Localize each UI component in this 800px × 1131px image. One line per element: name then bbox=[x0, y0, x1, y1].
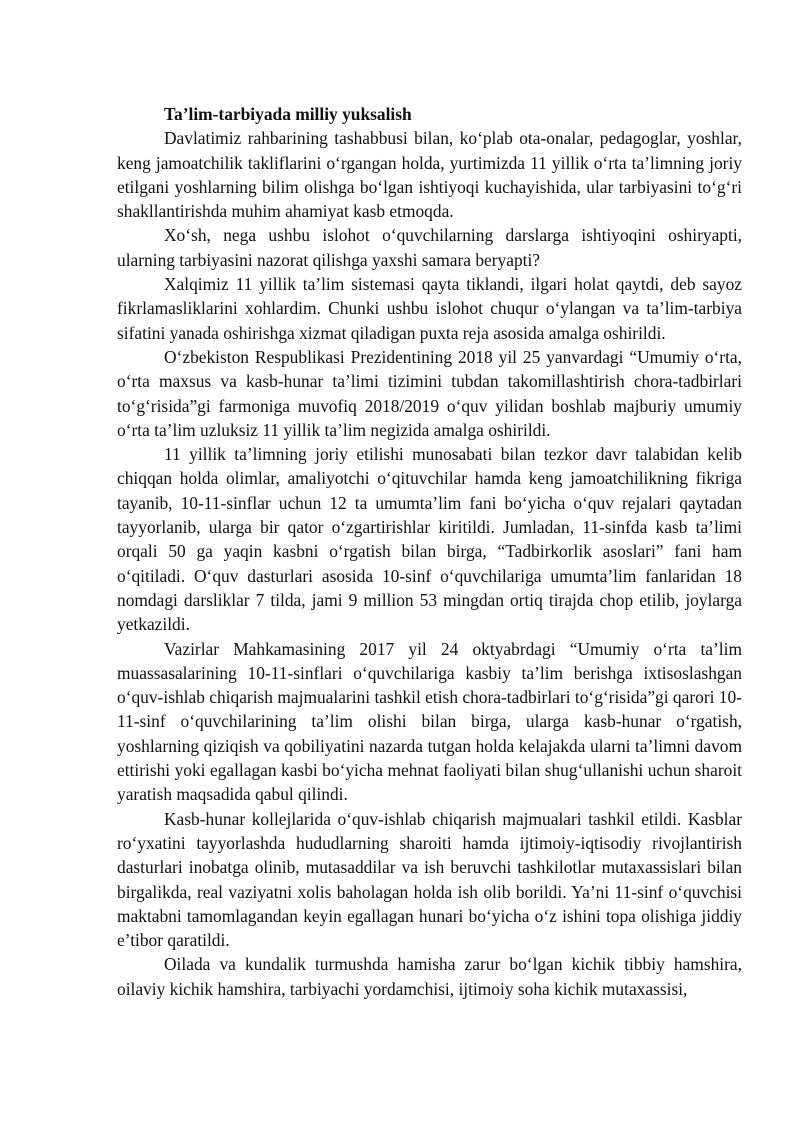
paragraph-7: Kasb-hunar kollejlarida o‘quv-ishlab chiqarish majmualari tashkil etildi. Kasblar ro‘yxatini tayyorlashda hududlarning sharoiti hamda ijtimoiy-iqtisodiy rivojlantirish dasturlari inobatga olinib, mutasaddilar va ish beruvchi tashkilotlar mutaxassislari bilan birgalikda, real vaziyatni xolis baholagan holda ish olib borildi. Ya’ni 11-sinf o‘quvchisi maktabni tamomlagandan keyin egallagan hunari bo‘yicha o‘z ishini topa olishiga jiddiy e’tibor qaratildi. bbox=[117, 808, 742, 951]
paragraph-2: Xo‘sh, nega ushbu islohot o‘quvchilarning darslarga ishtiyoqini oshiryapti, ularning tarbiyasini nazorat qilishga yaxshi samara beryapti? bbox=[117, 225, 742, 270]
paragraph-5: 11 yillik ta’limning joriy etilishi munosabati bilan tezkor davr talabidan kelib chiqqan holda olimlar, amaliyotchi o‘qituvchilar hamda keng jamoatchilikning fikriga tayanib, 10-11-sinflar uchun 12 ta umumta’lim fani bo‘yicha o‘quv rejalari qaytadan tayyorlanib, ularga bir qator o‘zgartirishlar kiritildi. Jumladan, 11-sinfda kasb ta’limi orqali 50 ga yaqin kasbni o‘rgatish bilan birga, “Tadbirkorlik asoslari” fani ham o‘qitiladi. O‘quv dasturlari asosida 10-sinf o‘quvchilariga umumta’lim fanlaridan 18 nomdagi darsliklar 7 tilda, jami 9 million 53 mingdan ortiq tirajda chop etilib, joylarga yetkazildi. bbox=[117, 444, 742, 635]
document-title: Ta’lim-tarbiyada milliy yuksalish bbox=[164, 104, 412, 124]
paragraph-1: Davlatimiz rahbarining tashabbusi bilan, ko‘plab ota-onalar, pedagoglar, yoshlar, keng jamoatchilik takliflarini o‘rgangan holda, yurtimizda 11 yillik o‘rta ta’limning joriy etilgani yoshlarning bilim olishga bo‘lgan ishtiyoqi kuchayishida, ular tarbiyasini to‘g‘ri shakllantirishda muhim ahamiyat kasb etmoqda. bbox=[117, 128, 742, 222]
paragraph-8: Oilada va kundalik turmushda hamisha zarur bo‘lgan kichik tibbiy hamshira, oilaviy kichik hamshira, tarbiyachi yordamchisi, ijtimoiy soha kichik mutaxassisi, bbox=[117, 954, 742, 999]
paragraph-3: Xalqimiz 11 yillik ta’lim sistemasi qayta tiklandi, ilgari holat qaytdi, deb sayoz fikrlamasliklarini xohlardim. Chunki ushbu islohot chuqur o‘ylangan va ta’lim-tarbiya sifatini yanada oshirishga xizmat qiladigan puxta reja asosida amalga oshirildi. bbox=[117, 274, 742, 343]
paragraph-4: O‘zbekiston Respublikasi Prezidentining 2018 yil 25 yanvardagi “Umumiy o‘rta, o‘rta maxsus va kasb-hunar ta’limi tizimini tubdan takomillashtirish chora-tadbirlari to‘g‘risida”gi farmoniga muvofiq 2018/2019 o‘quv yilidan boshlab majburiy umumiy o‘rta ta’lim uzluksiz 11 yillik ta’lim negizida amalga oshirildi. bbox=[117, 346, 742, 440]
document-body bbox=[117, 102, 742, 1001]
paragraph-6: Vazirlar Mahkamasining 2017 yil 24 oktyabrdagi “Umumiy o‘rta ta’lim muassasalarining 10-11-sinflari o‘quvchilariga kasbiy ta’lim berishga ixtisoslashgan o‘quv-ishlab chiqarish majmualarini tashkil etish chora-tadbirlari to‘g‘risida”gi qarori 10-11-sinf o‘quvchilarining ta’lim olishi bilan birga, ularga kasb-hunar o‘rgatish, yoshlarning qiziqish va qobiliyatini nazarda tutgan holda kelajakda ularni ta’limni davom ettirishi yoki egallagan kasbi bo‘yicha mehnat faoliyati bilan shug‘ullanishi uchun sharoit yaratish maqsadida qabul qilindi. bbox=[117, 638, 742, 805]
